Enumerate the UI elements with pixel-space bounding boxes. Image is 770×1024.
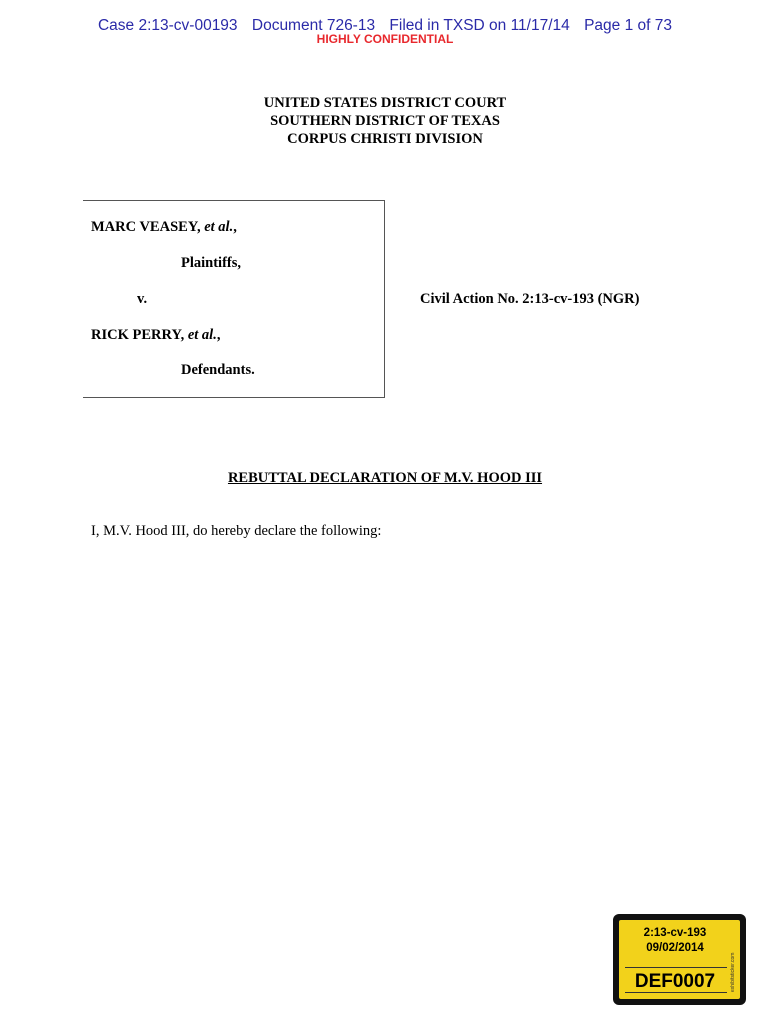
plaintiff-name	[91, 219, 237, 236]
exhibit-sticker-face	[619, 920, 740, 999]
confidential-stamp: HIGHLY CONFIDENTIAL	[316, 32, 454, 46]
document-title: REBUTTAL DECLARATION OF M.V. HOOD III	[227, 470, 543, 486]
defendant-et-al: et al.	[187, 327, 217, 343]
plaintiff-name-text: MARC VEASEY,	[91, 219, 205, 235]
header-filed-date: Filed in TXSD on 11/17/14	[389, 17, 570, 34]
exhibit-side-text: exhibitsticker.com	[730, 952, 736, 992]
versus-label: v.	[137, 291, 148, 307]
plaintiff-et-al: et al.	[204, 219, 234, 235]
defendant-comma: ,	[216, 327, 221, 343]
header-case-number: Case 2:13-cv-00193	[97, 17, 238, 34]
exhibit-sticker	[613, 914, 746, 1005]
exhibit-divider	[625, 967, 727, 968]
court-division: CORPUS CHRISTI DIVISION	[287, 131, 483, 147]
header-page-number: Page 1 of 73	[584, 17, 673, 34]
court-name: UNITED STATES DISTRICT COURT	[263, 95, 507, 111]
plaintiffs-label: Plaintiffs,	[181, 255, 242, 271]
defendants-label: Defendants.	[181, 362, 255, 378]
exhibit-date: 09/02/2014	[646, 942, 704, 954]
defendant-name-text: RICK PERRY,	[91, 327, 188, 343]
civil-action-number: Civil Action No. 2:13-cv-193 (NGR)	[420, 291, 640, 307]
plaintiff-comma: ,	[233, 219, 237, 235]
declaration-opening: I, M.V. Hood III, do hereby declare the following:	[91, 523, 382, 539]
court-district: SOUTHERN DISTRICT OF TEXAS	[270, 113, 500, 129]
court-heading	[0, 94, 770, 148]
exhibit-divider-bottom	[625, 992, 727, 993]
header-document-number: Document 726-13	[251, 17, 376, 34]
exhibit-number: DEF0007	[634, 971, 716, 992]
defendant-name	[91, 327, 220, 344]
exhibit-case-number: 2:13-cv-193	[643, 927, 707, 939]
